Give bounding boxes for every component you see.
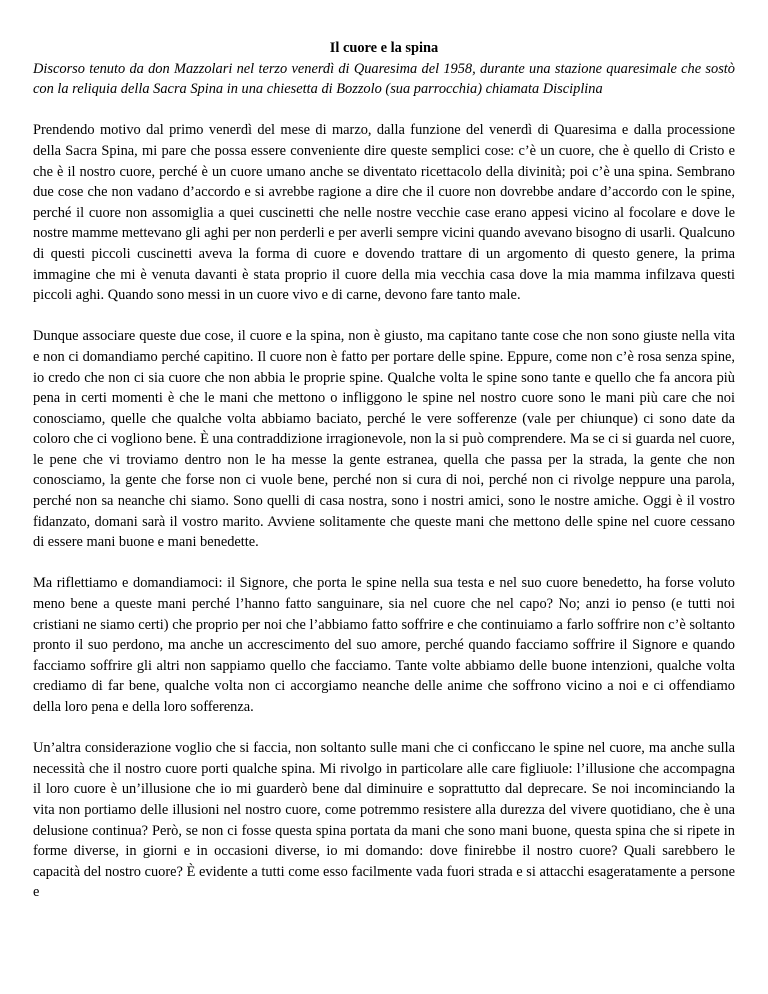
document-subtitle: Discorso tenuto da don Mazzolari nel terzo venerdì di Quaresima del 1958, durante una stazione quaresimale che sostò con la reliquia della Sacra Spina in una chiesetta di Bozzolo (sua parrocchia) chiamata Disciplina: [33, 60, 735, 98]
paragraph-4: Un’altra considerazione voglio che si faccia, non soltanto sulle mani che ci conficcano le spine nel cuore, ma anche sulla necessità che il nostro cuore porti qualche spina. Mi rivolgo in particolare alle care figliuole: l’illusione che accompagna il loro cuore è un’illusione che io mi guarderò bene dal diminuire e soprattutto dal deprecare. Se noi incominciando la vita non portiamo delle illusioni nel nostro cuore, come potremmo resistere alla durezza del vivere quotidiano, che è una delusione continua? Però, se non ci fosse questa spina portata da mani che sono mani buone, questa spina che si ripete in forme diverse, in giorni e in occasioni diverse, io mi domando: dove finirebbe il nostro cuore? Quali sarebbero le capacità del nostro cuore? È evidente a tutti come esso facilmente vada fuori strada e si attacchi esageratamente a persone e: [33, 740, 735, 901]
document-page: [33, 38, 735, 924]
paragraph-3: Ma riflettiamo e domandiamoci: il Signore, che porta le spine nella sua testa e nel suo cuore benedetto, ha forse voluto meno bene a queste mani perché l’hanno fatto sanguinare, sia nel cuore che nel capo? No; anzi io penso (e tutti noi cristiani ne siamo certi) che proprio per noi che l’abbiamo fatto soffrire e che continuiamo a farlo soffrire non c’è soltanto pronto il suo perdono, ma anche un accrescimento del suo amore, perché quando facciamo soffrire il Signore e quando facciamo soffrire gli altri non sappiamo quello che facciamo. Tante volte abbiamo delle buone intenzioni, qualche volta crediamo di far bene, qualche volta non ci accorgiamo neanche delle anime che soffrono vicino a noi e ci offendiamo della loro pena e della loro sofferenza.: [33, 575, 735, 715]
paragraph-2: Dunque associare queste due cose, il cuore e la spina, non è giusto, ma capitano tante cose che non sono giuste nella vita e non ci domandiamo perché capitino. Il cuore non è fatto per portare delle spine. Eppure, come non c’è rosa senza spine, io credo che non ci sia cuore che non abbia le proprie spine. Qualche volta le spine sono tante e quello che fa ancora più pena in certi momenti è che le mani che mettono o infliggono le spine nel nostro cuore sono le mani più care che noi conosciamo, quelle che qualche volta abbiamo baciato, perché le vere sofferenze (vale per chiunque) ci sono date da coloro che ci vogliono bene. È una contraddizione irragionevole, non la si può comprendere. Ma se ci si guarda nel cuore, le pene che vi troviamo dentro non le ha messe la gente estranea, quella che passa per la strada, la gente che non conosciamo, la gente che forse non ci vuole bene, perché non si cura di noi, perché non ci rivolge neppure una parola, perché non sa neanche chi siamo. Sono quelli di casa nostra, sono i nostri amici, sono le nostre amiche. Oggi è il vostro fidanzato, domani sarà il vostro marito. Avviene solitamente che queste mani che mettono delle spine nel cuore cessano di essere mani buone e mani benedette.: [33, 328, 735, 551]
paragraph-1: Prendendo motivo dal primo venerdì del mese di marzo, dalla funzione del venerdì di Quaresima e dalla processione della Sacra Spina, mi pare che possa essere conveniente dire queste semplici cose: c’è un cuore, che è quello di Cristo e che è il nostro cuore, perché è un cuore umano anche se diventato ricettacolo della divinità; poi c’è una spina. Sembrano due cose che non vadano d’accordo e si avrebbe ragione a dire che il cuore non dovrebbe andare d’accordo con le spine, perché il cuore non assomiglia a quei cuscinetti che nelle nostre vecchie case erano appesi vicino al focolare e dove le nostre mamme mettevano gli aghi per non perderli e per averli sempre vicini quando avevano bisogno di usarli. Qualcuno di questi piccoli cuscinetti aveva la forma di cuore e dovendo trattare di un argomento di questo genere, la prima immagine che mi è venuta davanti è stata proprio il cuore della mia vecchia casa dove la mia mamma infilzava questi piccoli aghi. Quando sono messi in un cuore vivo e di carne, devono fare tanto male.: [33, 122, 735, 304]
document-title: Il cuore e la spina: [329, 40, 439, 56]
